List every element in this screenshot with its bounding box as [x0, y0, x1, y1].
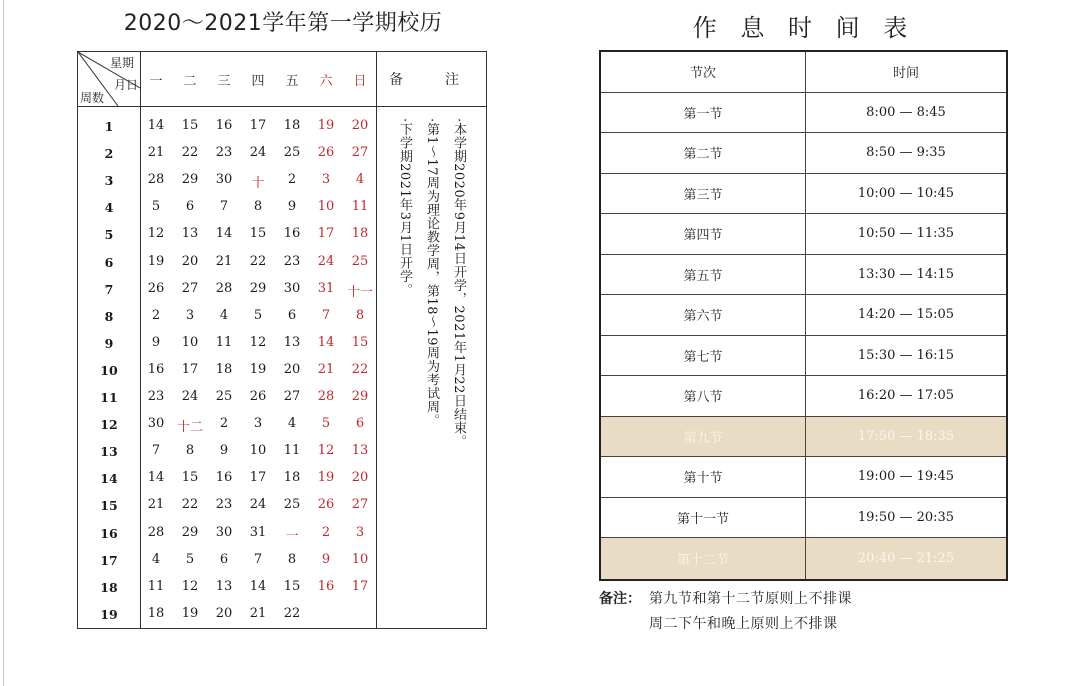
schedule-table [599, 50, 1008, 581]
calendar-week-row [78, 275, 376, 302]
week-number: 13 [100, 444, 118, 460]
month-marker-cell: 十二 [176, 420, 203, 436]
calendar-week-row [78, 220, 376, 247]
calendar-day-cell: 20 [181, 253, 199, 269]
weekday-header-6: 六 [319, 74, 333, 89]
calendar-day-cell: 26 [317, 497, 335, 513]
schedule-row [601, 417, 1006, 458]
week-number: 16 [100, 525, 118, 541]
calendar-day-cell: 8 [253, 199, 263, 215]
calendar-day-cell: 19 [181, 605, 199, 621]
calendar-day-cell: 7 [253, 551, 263, 567]
page-edge-line [3, 0, 4, 686]
calendar-day-cell: 19 [317, 470, 335, 486]
calendar-week-row [78, 573, 376, 600]
calendar-day-cell: 5 [185, 551, 195, 567]
schedule-note-label: 备注： [599, 591, 641, 607]
schedule-time-cell: 10:00 — 10:45 [857, 185, 955, 201]
weekday-header-1: 一 [149, 74, 163, 89]
weekday-header-4: 四 [251, 74, 265, 89]
calendar-day-cell: 5 [253, 307, 263, 323]
calendar-day-cell: 4 [219, 307, 229, 323]
calendar-day-cell: 4 [287, 416, 297, 432]
calendar-day-cell: 21 [249, 605, 267, 621]
weekday-header-7: 日 [353, 74, 367, 89]
calendar-table [77, 51, 487, 629]
calendar-day-cell: 16 [317, 578, 335, 594]
calendar-week-row [78, 600, 376, 627]
schedule-body [601, 93, 1006, 579]
calendar-day-cell: 26 [147, 280, 165, 296]
calendar-day-cell: 25 [215, 389, 233, 404]
calendar-day-cell: 17 [317, 226, 335, 242]
calendar-day-cell: 17 [249, 470, 267, 486]
calendar-day-cell: 2 [219, 416, 229, 432]
calendar-day-cell: 11 [351, 199, 369, 215]
calendar-day-cell: 26 [317, 145, 335, 161]
week-number: 9 [104, 335, 114, 351]
corner-weekday-label: 星期 [110, 56, 135, 70]
calendar-week-row [78, 248, 376, 275]
schedule-row [601, 133, 1006, 174]
calendar-day-cell: 18 [283, 118, 301, 133]
schedule-time-cell: 19:00 — 19:45 [857, 469, 955, 485]
calendar-day-cell: 6 [355, 416, 365, 432]
week-number: 10 [100, 362, 118, 378]
schedule-period-cell: 第十节 [601, 457, 806, 497]
calendar-day-cell: 11 [283, 443, 301, 459]
calendar-day-cell: 14 [147, 470, 165, 486]
calendar-day-cell: 6 [287, 307, 297, 323]
calendar-day-cell: 16 [215, 470, 233, 486]
schedule-period-cell: 第二节 [601, 133, 806, 173]
calendar-day-cell: 28 [317, 389, 335, 404]
schedule-time-cell: 16:20 — 17:05 [857, 388, 955, 404]
month-marker-cell: 十 [251, 176, 265, 192]
calendar-day-cell: 10 [317, 199, 335, 215]
calendar-day-cell: 4 [355, 172, 365, 188]
calendar-day-cell: 6 [185, 199, 195, 215]
calendar-week-row [78, 356, 376, 383]
calendar-day-cell: 15 [181, 118, 199, 133]
calendar-day-cell: 3 [355, 524, 365, 540]
calendar-day-cell: 14 [249, 578, 267, 594]
calendar-day-cell: 30 [283, 280, 301, 296]
schedule-period-cell: 第十一节 [601, 498, 806, 538]
remark-teaching-weeks: ·第1～17周为理论教学周，第18～19周为考试周。 [424, 118, 439, 428]
schedule-time-cell: 8:00 — 8:45 [866, 104, 946, 120]
schedule-note-line-1: 第九节和第十二节原则上不排课 [649, 591, 852, 607]
week-number: 11 [100, 390, 118, 405]
schedule-period-cell: 第一节 [601, 93, 806, 133]
week-number: 2 [104, 146, 114, 162]
schedule-header-row [601, 52, 1006, 93]
schedule-time-cell: 10:50 — 11:35 [857, 226, 955, 242]
schedule-period-cell: 第三节 [601, 174, 806, 214]
calendar-day-cell: 24 [249, 497, 267, 513]
calendar-day-cell: 9 [219, 443, 229, 459]
schedule-time-cell: 17:50 — 18:35 [857, 428, 955, 444]
calendar-day-cell: 23 [283, 253, 301, 269]
calendar-day-cell: 31 [249, 524, 267, 540]
calendar-day-cell: 24 [249, 145, 267, 161]
calendar-day-cell: 14 [147, 118, 165, 133]
remark-start-end: ·本学期2020年9月14日开学，2021年1月22日结束。 [451, 118, 466, 448]
calendar-week-row [78, 410, 376, 437]
calendar-day-cell: 12 [147, 226, 165, 242]
calendar-day-cell: 22 [181, 145, 199, 161]
calendar-day-cell: 28 [147, 524, 165, 540]
calendar-day-cell: 18 [147, 605, 165, 621]
calendar-day-cell: 24 [317, 253, 335, 269]
calendar-day-cell: 20 [351, 470, 369, 486]
calendar-day-cell: 7 [321, 307, 331, 323]
calendar-week-row [78, 464, 376, 491]
calendar-day-cell: 18 [283, 470, 301, 486]
calendar-day-cell: 22 [181, 497, 199, 513]
weekday-header-5: 五 [285, 74, 299, 89]
remarks-header: 备 注 [389, 72, 473, 88]
schedule-row [601, 336, 1006, 377]
calendar-day-cell: 21 [147, 497, 165, 513]
schedule-time-cell: 13:30 — 14:15 [857, 266, 955, 282]
schedule-row [601, 214, 1006, 255]
calendar-day-cell: 16 [147, 361, 165, 377]
calendar-day-cell: 18 [215, 361, 233, 377]
remark-next-semester: ·下学期2021年3月1日开学。 [397, 118, 412, 297]
calendar-week-row [78, 383, 376, 410]
calendar-day-cell: 30 [147, 416, 165, 432]
calendar-day-cell: 14 [317, 334, 335, 350]
calendar-week-row [78, 139, 376, 166]
week-number: 15 [100, 498, 118, 514]
calendar-day-cell: 15 [283, 578, 301, 594]
calendar-day-cell: 10 [181, 334, 199, 350]
month-marker-cell: 十一 [346, 284, 373, 300]
week-number: 19 [100, 606, 118, 622]
calendar-day-cell: 12 [181, 578, 199, 594]
calendar-day-cell: 18 [351, 226, 369, 242]
calendar-week-row [78, 546, 376, 573]
calendar-day-cell: 3 [253, 416, 263, 432]
calendar-day-cell: 17 [181, 361, 199, 377]
calendar-day-cell: 19 [249, 361, 267, 377]
calendar-day-cell: 26 [249, 389, 267, 404]
schedule-header-time: 时间 [892, 66, 919, 82]
schedule-time-cell: 14:20 — 15:05 [857, 307, 955, 323]
calendar-day-cell: 24 [181, 389, 199, 404]
calendar-day-cell: 20 [215, 605, 233, 621]
calendar-day-cell: 27 [351, 145, 369, 161]
calendar-day-cell: 30 [215, 524, 233, 540]
calendar-day-cell: 8 [185, 443, 195, 459]
calendar-day-cell: 9 [321, 551, 331, 567]
calendar-day-cell: 21 [215, 253, 233, 269]
calendar-week-row [78, 491, 376, 518]
calendar-day-cell: 15 [249, 226, 267, 242]
calendar-week-row [78, 329, 376, 356]
week-number: 14 [100, 471, 118, 487]
weekday-header-3: 三 [217, 74, 231, 89]
schedule-period-cell: 第五节 [601, 255, 806, 295]
calendar-day-cell: 5 [151, 199, 161, 215]
week-number: 3 [104, 173, 114, 189]
calendar-week-row [78, 519, 376, 546]
calendar-day-cell: 7 [151, 443, 161, 459]
calendar-day-cell: 29 [249, 280, 267, 296]
calendar-day-cell: 19 [317, 118, 335, 133]
calendar-day-cell: 12 [249, 334, 267, 350]
calendar-week-row [78, 193, 376, 220]
weekday-header-2: 二 [183, 74, 197, 89]
schedule-period-cell: 第九节 [601, 417, 806, 457]
calendar-day-cell: 23 [147, 389, 165, 404]
calendar-day-cell: 11 [147, 578, 165, 594]
schedule-title: 作 息 时 间 表 [692, 14, 916, 42]
calendar-day-cell: 28 [215, 280, 233, 296]
week-number: 1 [104, 119, 114, 134]
calendar-day-cell: 2 [321, 524, 331, 540]
calendar-day-cell: 17 [249, 118, 267, 133]
calendar-week-row [78, 166, 376, 193]
week-number: 12 [100, 417, 118, 433]
schedule-row [601, 93, 1006, 134]
calendar-day-cell: 28 [147, 172, 165, 188]
calendar-day-cell: 23 [215, 145, 233, 161]
calendar-day-cell: 16 [215, 118, 233, 133]
schedule-time-cell: 20:40 — 21:25 [857, 550, 955, 566]
calendar-week-row [78, 302, 376, 329]
calendar-day-cell: 15 [351, 334, 369, 350]
schedule-period-cell: 第七节 [601, 336, 806, 376]
schedule-time-cell: 19:50 — 20:35 [857, 509, 955, 525]
schedule-row [601, 538, 1006, 579]
calendar-day-cell: 13 [351, 443, 369, 459]
calendar-day-cell: 10 [351, 551, 369, 567]
calendar-title: 2020～2021学年第一学期校历 [123, 11, 443, 36]
calendar-day-cell: 21 [147, 145, 165, 161]
week-number: 7 [104, 281, 114, 297]
calendar-week-row [78, 437, 376, 464]
schedule-note-line-2: 周二下午和晚上原则上不排课 [649, 616, 838, 632]
calendar-day-cell: 8 [287, 551, 297, 567]
corner-weeks-label: 周数 [80, 91, 105, 105]
calendar-day-cell: 2 [287, 172, 297, 188]
schedule-period-cell: 第六节 [601, 295, 806, 335]
week-number: 6 [104, 254, 114, 270]
schedule-row [601, 255, 1006, 296]
schedule-header-period: 节次 [601, 52, 806, 92]
calendar-day-cell: 19 [147, 253, 165, 269]
calendar-day-cell: 13 [283, 334, 301, 350]
calendar-day-cell: 25 [283, 497, 301, 513]
calendar-day-cell: 30 [215, 172, 233, 188]
calendar-day-cell: 11 [215, 334, 233, 350]
calendar-day-cell: 23 [215, 497, 233, 513]
calendar-day-cell: 13 [215, 578, 233, 594]
calendar-day-cell: 10 [249, 443, 267, 459]
schedule-period-cell: 第十二节 [601, 538, 806, 579]
calendar-day-cell: 22 [283, 605, 301, 621]
week-number: 5 [104, 227, 114, 243]
calendar-day-cell: 20 [351, 118, 369, 133]
schedule-row [601, 295, 1006, 336]
calendar-day-cell: 8 [355, 307, 365, 323]
calendar-day-cell: 29 [181, 524, 199, 540]
schedule-row [601, 376, 1006, 417]
calendar-day-cell: 27 [181, 280, 199, 296]
calendar-day-cell: 22 [351, 361, 369, 377]
corner-date-label: 月日 [114, 78, 139, 92]
schedule-row [601, 457, 1006, 498]
calendar-day-cell: 25 [351, 253, 369, 269]
calendar-day-cell: 29 [351, 389, 369, 404]
calendar-week-row [78, 112, 376, 139]
calendar-day-cell: 9 [151, 334, 161, 350]
week-number: 18 [100, 579, 118, 595]
calendar-day-cell: 3 [185, 307, 195, 323]
schedule-period-cell: 第八节 [601, 376, 806, 416]
calendar-day-cell: 2 [151, 307, 161, 323]
calendar-day-cell: 14 [215, 226, 233, 242]
week-number: 17 [100, 552, 118, 568]
calendar-day-cell: 16 [283, 226, 301, 242]
calendar-day-cell: 27 [283, 389, 301, 404]
calendar-day-cell: 22 [249, 253, 267, 269]
calendar-day-cell: 20 [283, 361, 301, 377]
week-number: 4 [104, 200, 114, 216]
calendar-day-cell: 6 [219, 551, 229, 567]
schedule-time-cell: 15:30 — 16:15 [857, 347, 955, 363]
calendar-day-cell: 15 [181, 470, 199, 486]
schedule-period-cell: 第四节 [601, 214, 806, 254]
calendar-day-cell: 3 [321, 172, 331, 188]
calendar-day-cell: 12 [317, 443, 335, 459]
calendar-day-cell: 9 [287, 199, 297, 215]
calendar-day-cell: 13 [181, 226, 199, 242]
calendar-day-cell: 7 [219, 199, 229, 215]
schedule-row [601, 498, 1006, 539]
week-number: 8 [104, 308, 114, 324]
calendar-corner-cell [78, 52, 140, 106]
schedule-time-cell: 8:50 — 9:35 [866, 145, 946, 161]
calendar-day-cell: 4 [151, 551, 161, 567]
calendar-day-cell: 5 [321, 416, 331, 432]
calendar-day-cell: 17 [351, 578, 369, 594]
calendar-day-cell: 29 [181, 172, 199, 188]
schedule-row [601, 174, 1006, 215]
calendar-day-cell: 21 [317, 361, 335, 377]
calendar-day-cell: 25 [283, 145, 301, 161]
month-marker-cell: 一 [285, 528, 299, 544]
calendar-day-cell: 27 [351, 497, 369, 513]
calendar-day-cell: 31 [317, 280, 335, 296]
